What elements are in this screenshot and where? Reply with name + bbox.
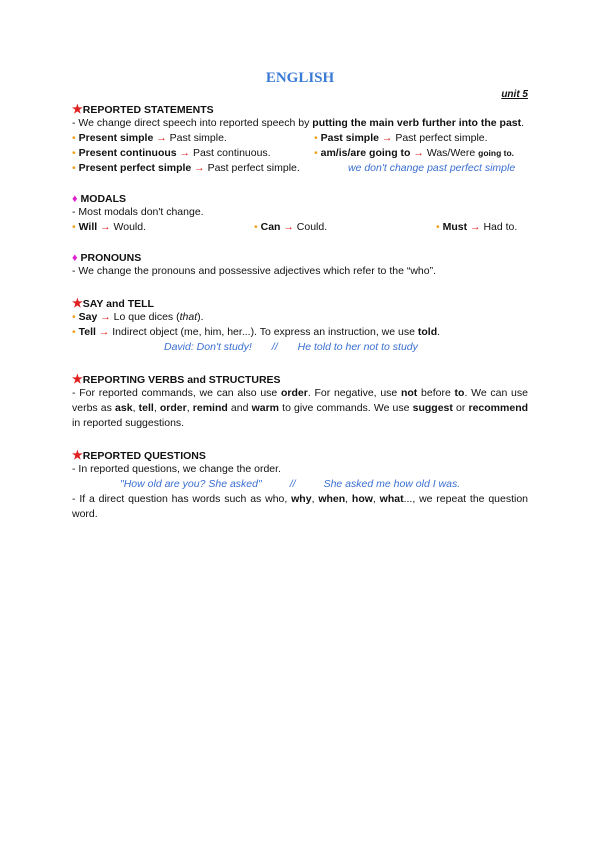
star-icon: ★ [72, 296, 83, 310]
reported-questions-rule: - If a direct question has words such as who, why, when, how, what..., we repeat the question word. [72, 493, 529, 520]
arrow-icon: → [100, 311, 111, 323]
arrow-icon: → [381, 132, 393, 144]
bullet-icon: • [314, 147, 318, 159]
section-heading-say-tell: ★SAY and TELL [72, 296, 154, 310]
bullet-icon: • [254, 221, 258, 233]
arrow-icon: → [283, 221, 294, 233]
arrow-icon: → [156, 132, 167, 144]
star-icon: ★ [72, 102, 83, 116]
section-heading-pronouns: ♦ PRONOUNS [72, 252, 142, 264]
rule-row [72, 220, 528, 235]
bullet-icon: • [72, 326, 76, 338]
rule-row [72, 146, 528, 161]
say-tell-example: David: Don't study! // He told to her not to study [164, 341, 418, 353]
rule-item: • Will → Would. [72, 221, 147, 233]
modals-intro: - Most modals don't change. [72, 206, 204, 218]
reported-questions-example: "How old are you? She asked" // She asked me how old I was. [120, 478, 461, 490]
rule-item: • Can → Could. [254, 221, 328, 233]
rule-row [72, 161, 528, 176]
diamond-icon: ♦ [72, 193, 78, 205]
rule-item: • Must → Had to. [436, 221, 518, 233]
rule-item: • Present perfect simple → Past perfect simple. [72, 162, 300, 174]
note-text: we don't change past perfect simple [348, 162, 516, 174]
bullet-icon: • [436, 221, 440, 233]
rule-row [72, 131, 528, 146]
tell-rule: • Tell → Indirect object (me, him, her...). To express an instruction, we use told. [72, 326, 441, 338]
star-icon: ★ [72, 448, 83, 462]
reported-statements-intro: - We change direct speech into reported speech by putting the main verb further into the past. [72, 117, 525, 129]
rule-item: • Past simple → Past perfect simple. [314, 132, 488, 144]
bullet-icon: • [72, 162, 76, 174]
reported-questions-intro: - In reported questions, we change the order. [72, 463, 281, 475]
pronouns-text: - We change the pronouns and possessive adjectives which refer to the “who”. [72, 265, 437, 277]
section-heading-modals: ♦ MODALS [72, 193, 127, 205]
bullet-icon: • [72, 311, 76, 323]
reporting-verbs-text: - For reported commands, we can also use order. For negative, use not before to. We can use verbs as ask, tell, order, remind and warm to give commands. We use suggest or recommend in reported suggestions. [72, 387, 529, 429]
arrow-icon: → [179, 147, 191, 159]
star-icon: ★ [72, 372, 83, 386]
rule-item: • am/is/are going to → Was/Were going to. [314, 147, 515, 159]
bullet-icon: • [72, 221, 76, 233]
section-heading-reported-statements: ★REPORTED STATEMENTS [72, 102, 214, 116]
arrow-icon: → [413, 147, 424, 159]
arrow-icon: → [100, 221, 111, 233]
document-page [72, 70, 528, 522]
arrow-icon: → [98, 326, 110, 338]
rule-item: • Present simple → Past simple. [72, 132, 227, 144]
arrow-icon: → [470, 221, 481, 233]
unit-label: unit 5 [501, 89, 528, 100]
diamond-icon: ♦ [72, 252, 78, 264]
arrow-icon: → [194, 162, 205, 174]
rule-item: • Present continuous → Past continuous. [72, 147, 271, 159]
say-rule: • Say → Lo que dices (that). [72, 311, 204, 323]
bullet-icon: • [72, 147, 76, 159]
bullet-icon: • [72, 132, 76, 144]
bullet-icon: • [314, 132, 318, 144]
page-title: ENGLISH [265, 70, 335, 86]
section-heading-reported-questions: ★REPORTED QUESTIONS [72, 448, 206, 462]
section-heading-reporting-verbs: ★REPORTING VERBS and STRUCTURES [72, 372, 281, 386]
